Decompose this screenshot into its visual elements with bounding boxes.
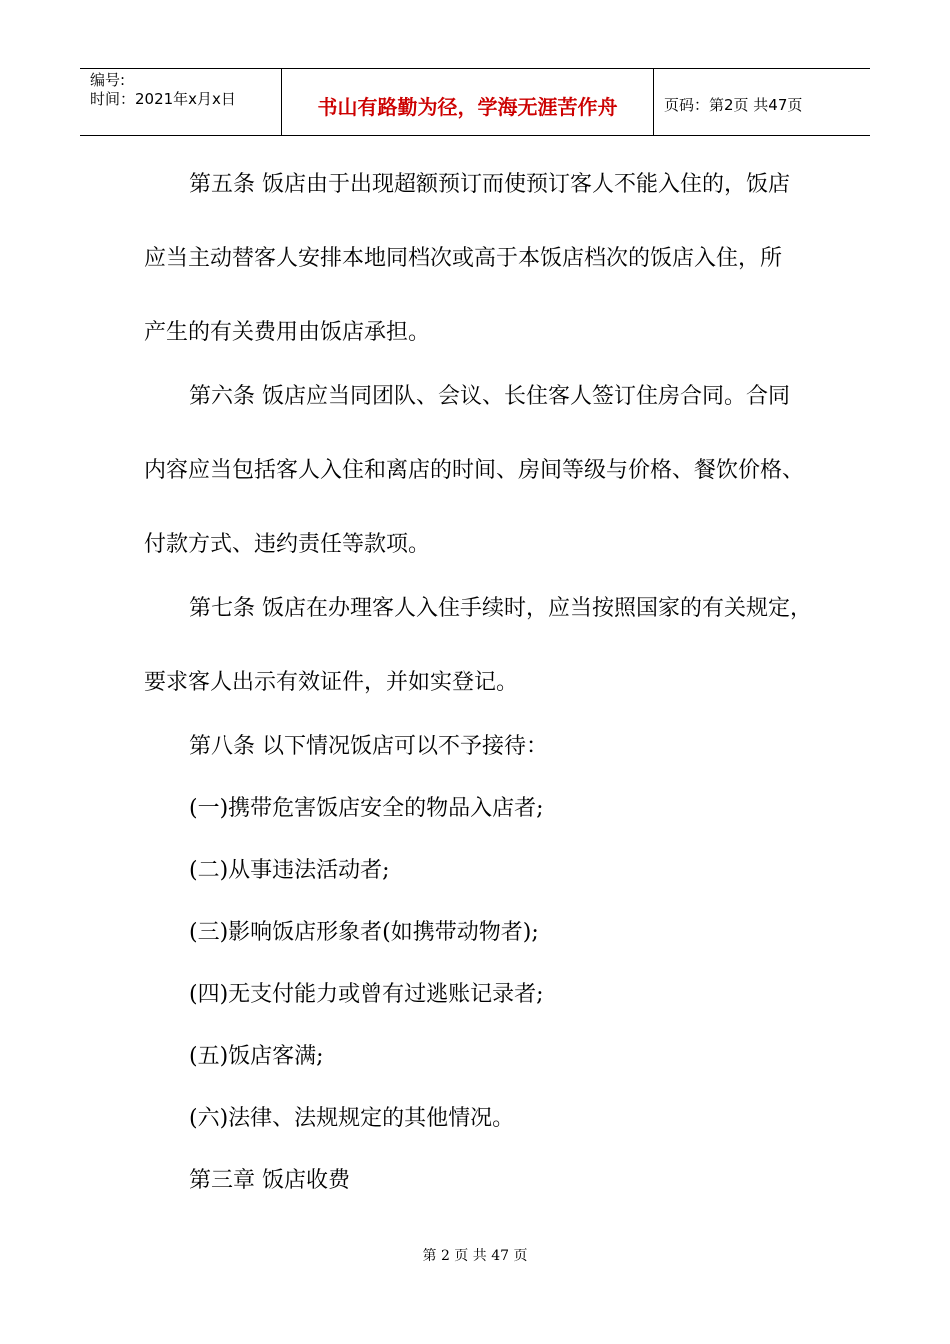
body-line: 付款方式、违约责任等款项。 xyxy=(144,532,431,557)
body-line: 第七条 饭店在办理客人入住手续时，应当按照国家的有关规定， xyxy=(189,596,812,621)
body-line: 第六条 饭店应当同团队、会议、长住客人签订住房合同。合同 xyxy=(189,384,790,409)
body-line: (四)无支付能力或曾有过逃账记录者; xyxy=(189,982,544,1007)
footer-page-number: 第 2 页 共 47 页 xyxy=(422,1248,528,1264)
header-meta-cell xyxy=(80,69,282,135)
body-line: 应当主动替客人安排本地同档次或高于本饭店档次的饭店入住，所 xyxy=(144,246,783,271)
page-header xyxy=(80,68,870,136)
body-line: 要求客人出示有效证件，并如实登记。 xyxy=(144,670,519,695)
body-line: (一)携带危害饭店安全的物品入店者; xyxy=(189,796,544,821)
body-line: 第五条 饭店由于出现超额预订而使预订客人不能入住的，饭店 xyxy=(189,172,790,197)
header-page-cell xyxy=(654,69,870,135)
body-line: 产生的有关费用由饭店承担。 xyxy=(144,320,431,345)
header-page-info: 页码：第2页 共47页 xyxy=(664,96,803,114)
body-line: (二)从事违法活动者; xyxy=(189,858,390,883)
body-line: (五)饭店客满; xyxy=(189,1044,324,1069)
page-footer xyxy=(0,1245,950,1265)
document-number-label: 编号: xyxy=(90,71,126,89)
body-line: (三)影响饭店形象者(如携带动物者); xyxy=(189,920,539,945)
body-line: (六)法律、法规规定的其他情况。 xyxy=(189,1106,515,1131)
body-line: 第八条 以下情况饭店可以不予接待： xyxy=(189,734,548,759)
body-line: 内容应当包括客人入住和离店的时间、房间等级与价格、餐饮价格、 xyxy=(144,458,805,483)
chapter-heading: 第三章 饭店收费 xyxy=(189,1168,350,1193)
document-time-label: 时间：2021年x月x日 xyxy=(90,90,236,108)
header-motto-cell xyxy=(282,69,654,135)
header-motto: 书山有路勤为径，学海无涯苦作舟 xyxy=(317,95,618,119)
